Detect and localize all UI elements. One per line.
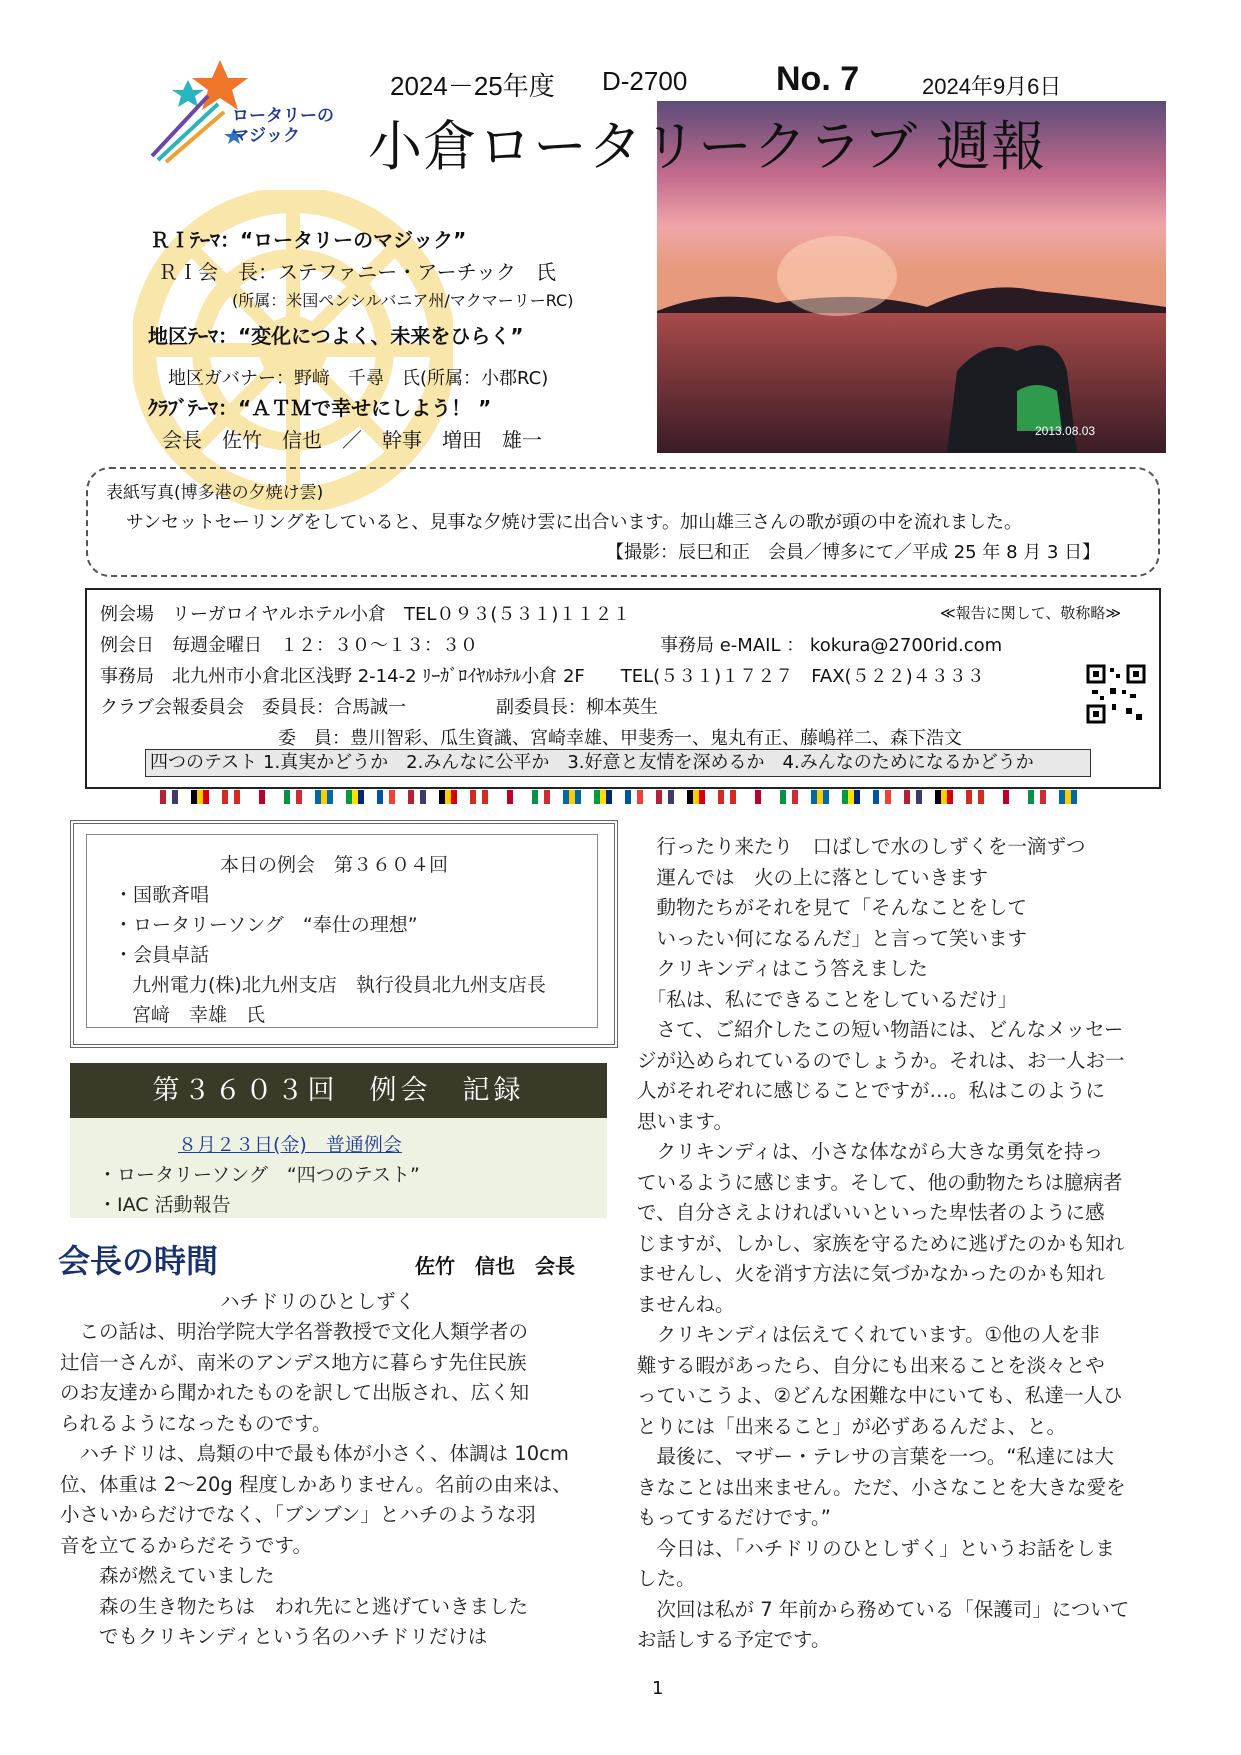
venue: 例会場 リーガロイヤルホテル小倉 TEL０９３(５３１)１１２１ — [100, 604, 631, 625]
text-line: られるようになったものです。 — [60, 1411, 332, 1435]
text-line: した。 — [637, 1567, 696, 1590]
district-theme: 地区ﾃｰﾏ：“変化につよく、未来をひらく” — [148, 324, 524, 348]
text-line: クリキンディは、小さな体ながら大きな勇気を持っ — [637, 1140, 1104, 1163]
ri-theme: ＲＩﾃｰﾏ：“ロータリーのマジック” — [150, 228, 467, 252]
cover-caption-credit: 【撮影：辰巳和正 会員／博多にて／平成 25 年 8 月 3 日】 — [606, 542, 1101, 563]
district-governor: 地区ガバナー：野﨑 千尋 氏(所属：小郡RC) — [168, 368, 549, 389]
text-line: 小さいからだけでなく、「ブンブン」とハチのような羽 — [60, 1503, 536, 1526]
text-line: この話は、明治学院大学名誉教授で文化人類学者の — [60, 1320, 529, 1343]
president-name: 佐竹 信也 会長 — [415, 1254, 575, 1278]
text-line: いったい何になるんだ」と言って笑います — [637, 926, 1028, 950]
flags-bunting — [160, 788, 1090, 806]
page-title: 小倉ロータリークラブ 週報 — [368, 115, 1047, 178]
today-item: ・会員卓話 — [114, 944, 210, 966]
cover-caption-heading: 表紙写真(博多港の夕焼け雲) — [106, 483, 324, 503]
district: D-2700 — [602, 66, 688, 96]
text-line: クリキンディはこう答えました — [637, 957, 928, 980]
office-address: 事務局 北九州市小倉北区浅野 2-14-2 ﾘｰｶﾞﾛｲﾔﾙﾎﾃﾙ小倉 2F TEL(５３１)１７２７ FAX(５２２)４３３３ — [100, 666, 985, 687]
text-line: 今日は、「ハチドリのひとしずく」というお話をしま — [637, 1536, 1115, 1560]
club-officers: 会長 佐竹 信也 ／ 幹事 増田 雄一 — [162, 428, 542, 452]
text-line: ハチドリは、鳥類の中で最も体が小さく、体調は 10cm — [60, 1442, 569, 1465]
text-line: 次回は私が 7 年前から務めている「保護司」について — [637, 1597, 1130, 1621]
story-title: ハチドリのひとしずく — [220, 1290, 416, 1313]
page-number: 1 — [652, 1678, 664, 1699]
today-speaker-name: 宮﨑 幸雄 氏 — [132, 1004, 266, 1026]
president-section-title: 会長の時間 — [58, 1242, 219, 1280]
issue-number: No. 7 — [776, 60, 860, 98]
president-text-right — [637, 832, 1183, 1656]
text-line: 森の生き物たちは われ先にと逃げていきました — [60, 1594, 529, 1618]
text-line: ませんし、火を消す方法に気づかなかったのかも知れ — [637, 1262, 1106, 1285]
honorific-note: ≪報告に関して、敬称略≫ — [940, 604, 1122, 622]
text-line: お話しする予定です。 — [637, 1628, 831, 1651]
meeting-day: 例会日 毎週金曜日 １２：３０～１３：３０ — [100, 635, 478, 656]
four-way-test: 四つのテスト 1.真実かどうか 2.みんなに公平か 3.好意と友情を深めるか 4.みんなのためになるかどうか — [145, 749, 1091, 777]
office-email: 事務局 e-MAIL ： kokura@2700rid.com — [660, 635, 1003, 656]
record-heading: 第３６０３回 例会 記録 — [70, 1063, 607, 1118]
text-line: 辻信一さんが、南米のアンデス地方に暮らす先住民族 — [60, 1350, 527, 1374]
committee-members: 委 員：豊川智彩、瓜生資識、宮崎幸雄、甲斐秀一、鬼丸有正、藤嶋祥二、森下浩文 — [278, 728, 962, 749]
text-line: 難する暇があったら、自分にも出来ることを淡々とや — [637, 1353, 1105, 1377]
cover-caption-text: サンセットセーリングをしていると、見事な夕焼け雲に出合います。加山雄三さんの歌が頭の中を流れました。 — [126, 512, 1023, 533]
text-line: ませんね。 — [637, 1292, 735, 1316]
text-line: 「私は、私にできることをしているだけ」 — [637, 987, 1018, 1011]
text-line: 運んでは 火の上に落としていきます — [637, 865, 989, 889]
text-line: もってするだけです。” — [637, 1506, 831, 1529]
text-line: 思います。 — [637, 1109, 733, 1133]
text-line: で、自分さえよければいいといった卑怯者のように感 — [637, 1201, 1105, 1224]
bulletin-committee: クラブ会報委員会 委員長：合馬誠一 副委員長：柳本英生 — [100, 697, 658, 718]
text-line: 動物たちがそれを見て「そんなことをして — [637, 896, 1028, 919]
text-line: 人がそれぞれに感じることですが…。私はこのように — [637, 1079, 1106, 1102]
president-text-left — [60, 1317, 605, 1653]
ri-affiliation: (所属：米国ペンシルバニア州/マクマーリーRC) — [232, 291, 574, 310]
logo-text: ロータリーの マジック — [232, 106, 334, 146]
ri-president: ＲＩ会 長：ステファニー・アーチック 氏 — [158, 260, 556, 284]
text-line: 行ったり来たり 口ばしで水のしずくを一滴ずつ — [637, 835, 1086, 858]
qr-code-icon — [1086, 664, 1146, 724]
text-line: のお友達から聞かれたものを訳して出版され、広く知 — [60, 1381, 530, 1404]
text-line: きなことは出来ません。ただ、小さなことを大きな愛を — [637, 1475, 1126, 1499]
photo-date: 2013.08.03 — [1035, 424, 1096, 438]
text-line: 森が燃えていました — [60, 1564, 275, 1587]
text-line: さて、ご紹介したこの短い物語には、どんなメッセー — [637, 1018, 1124, 1041]
today-item: ・ロータリーソング “奉仕の理想” — [114, 914, 418, 936]
record-item: ・IAC 活動報告 — [98, 1194, 231, 1216]
text-line: 最後に、マザー・テレサの言葉を一つ。“私達には大 — [637, 1445, 1114, 1468]
issue-date: 2024年9月6日 — [922, 74, 1062, 99]
record-item: ・ロータリーソング “四つのテスト” — [98, 1164, 420, 1186]
text-line: じますが、しかし、家族を守るために逃げたのかも知れ — [637, 1231, 1125, 1255]
issue-meta — [390, 60, 1110, 106]
today-item: ・国歌斉唱 — [114, 884, 210, 906]
text-line: 位、体重は 2～20g 程度しかありません。名前の由来は、 — [60, 1472, 572, 1496]
text-line: ているように感じます。そして、他の動物たちは臆病者 — [637, 1170, 1123, 1194]
club-theme: ｸﾗﾌﾞﾃｰﾏ：“ＡＴＭで幸せにしよう！ ” — [148, 396, 492, 420]
today-speaker-title: 九州電力(株)北九州支店 執行役員北九州支店長 — [132, 974, 546, 996]
text-line: ジが込められているのでしょうか。それは、お一人お一 — [637, 1048, 1125, 1072]
text-line: とりには「出来ること」が必ずあるんだよ、と。 — [637, 1414, 1067, 1438]
text-line: っていこうよ、②どんな困難な中にいても、私達一人ひ — [637, 1384, 1123, 1407]
fiscal-year: 2024－25年度 — [390, 71, 555, 101]
text-line: 音を立てるからだそうです。 — [60, 1533, 312, 1557]
record-date: ８月２３日(金) 普通例会 — [178, 1134, 402, 1156]
today-heading: 本日の例会 第３６０４回 — [220, 854, 449, 876]
text-line: でもクリキンディという名のハチドリだけは — [60, 1625, 488, 1648]
text-line: クリキンディは伝えてくれています。①他の人を非 — [637, 1323, 1100, 1346]
